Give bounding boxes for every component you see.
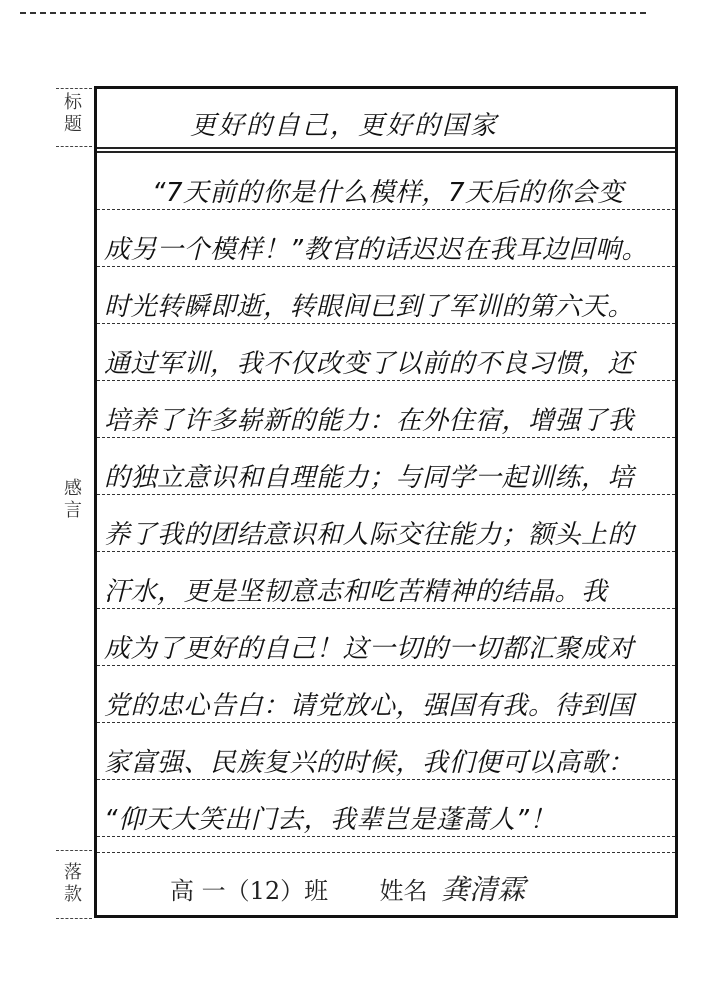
essay-line: 的独立意识和自理能力；与同学一起训练，培 [104,463,635,493]
ruled-line [97,722,675,723]
student-name: 龚清霖 [441,873,526,906]
ruled-line [97,209,675,210]
title-rule-1 [97,147,675,149]
essay-title: 更好的自己，更好的国家 [190,111,499,141]
title-label-char-1: 标 [64,92,82,113]
ruled-line [97,437,675,438]
signature-label-char-2: 款 [64,884,82,905]
ruled-line [97,608,675,609]
label-divider-top [56,88,92,89]
title-label-char-2: 题 [64,114,82,135]
body-label-char-2: 言 [64,500,82,521]
ruled-line [97,551,675,552]
essay-line: 时光转瞬即逝，转眼间已到了军训的第六天。 [104,292,635,322]
ruled-line [97,665,675,666]
essay-line: “仰天大笑出门去，我辈岂是蓬蒿人”！ [104,805,556,835]
label-divider-signature [56,850,92,851]
essay-line: 通过军训，我不仅改变了以前的不良习惯，还 [104,349,635,379]
essay-line: 党的忠心告白：请党放心，强国有我。待到国 [104,691,635,721]
ruled-line [97,494,675,495]
signature-row [170,868,525,908]
signature-label-char-1: 落 [64,862,82,883]
essay-line: 培养了许多崭新的能力：在外住宿，增强了我 [104,406,635,436]
class-label: 高 一（12）班 [170,877,329,905]
ruled-line [97,779,675,780]
essay-line: 成为了更好的自己！这一切的一切都汇聚成对 [104,634,635,664]
writing-frame [94,86,678,918]
ruled-line [97,380,675,381]
ruled-line [97,323,675,324]
ruled-line [97,836,675,837]
essay-line: 成另一个模样！”教官的话迟迟在我耳边回响。 [104,235,648,265]
label-divider-title [56,146,92,147]
label-divider-bottom [56,918,92,919]
title-rule-2 [97,151,675,153]
title-section-label [58,92,88,136]
ruled-line [97,852,675,853]
ruled-line [97,266,675,267]
body-label-char-1: 感 [64,478,82,499]
essay-line: 汗水，更是坚韧意志和吃苦精神的结晶。我 [104,577,608,607]
essay-line: 养了我的团结意识和人际交往能力；额头上的 [104,520,635,550]
name-label: 姓名 [379,877,428,905]
essay-line: 家富强、民族复兴的时候，我们便可以高歌： [104,748,635,778]
essay-line: “7天前的你是什么模样，7天后的你会变 [152,178,625,208]
top-cut-line [20,12,646,14]
signature-section-label [58,862,88,906]
body-section-label [58,478,88,522]
